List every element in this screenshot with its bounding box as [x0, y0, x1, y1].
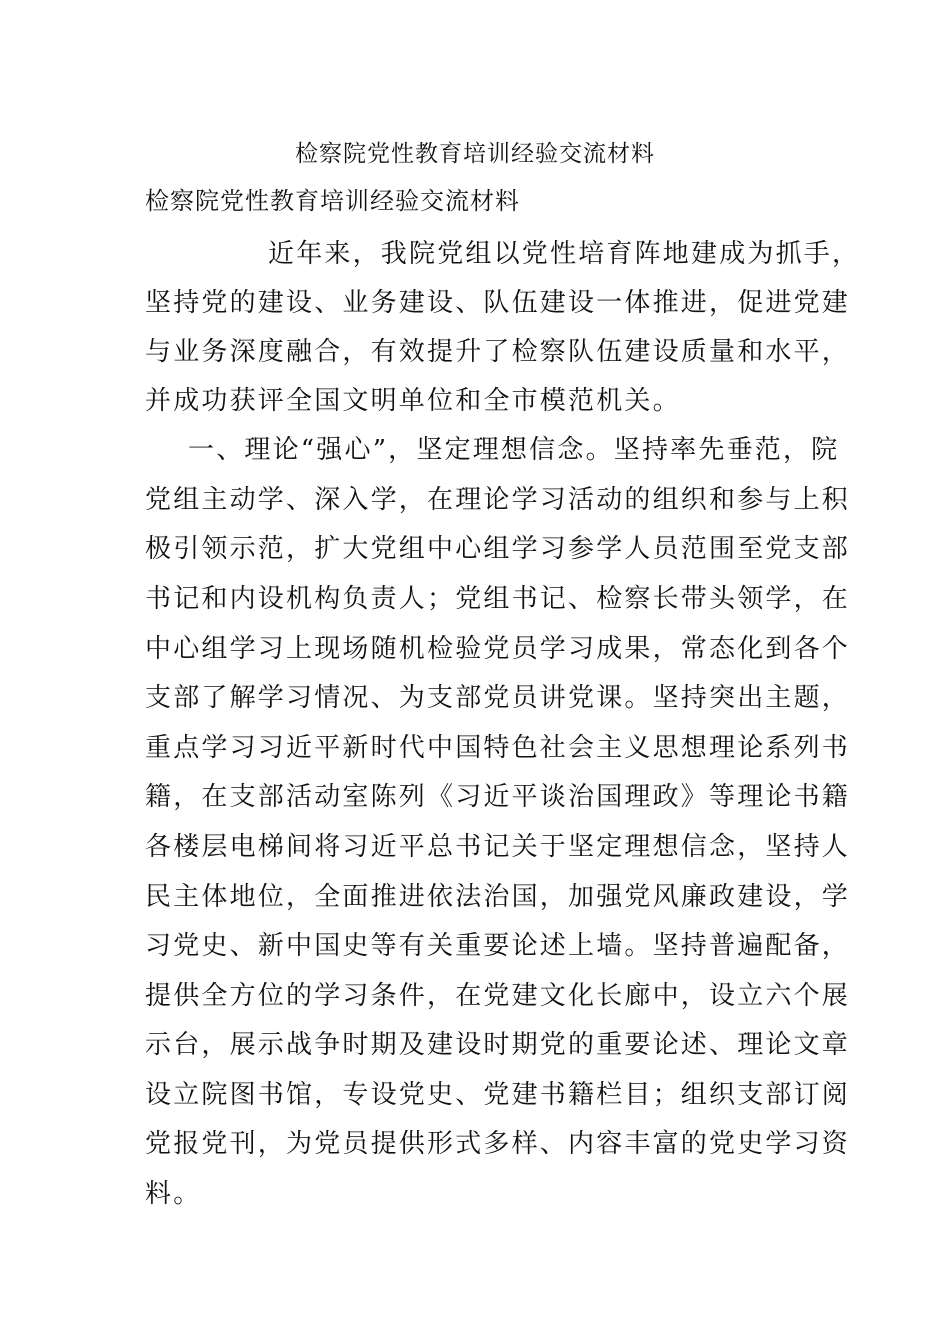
document-subtitle: 检察院党性教育培训经验交流材料: [145, 187, 520, 215]
paragraph-line: 近年来，我院党组以党性培育阵地建成为抓手，: [268, 239, 861, 269]
paragraph-line: 书记和内设机构负责人；党组书记、检察长带头领学，在: [145, 584, 851, 614]
paragraph-line: 设立院图书馆，专设党史、党建书籍栏目；组织支部订阅: [145, 1080, 851, 1110]
paragraph-line: 民主体地位，全面推进依法治国，加强党风廉政建设，学: [145, 882, 851, 912]
paragraph-line: 并成功获评全国文明单位和全市模范机关。: [145, 386, 681, 416]
paragraph-line: 坚持党的建设、业务建设、队伍建设一体推进，促进党建: [145, 288, 851, 318]
paragraph-line: 中心组学习上现场随机检验党员学习成果，常态化到各个: [145, 634, 851, 664]
paragraph-line: 党报党刊，为党员提供形式多样、内容丰富的党史学习资: [145, 1129, 851, 1159]
paragraph-line: 习党史、新中国史等有关重要论述上墙。坚持普遍配备，: [145, 931, 851, 961]
paragraph-line: 籍，在支部活动室陈列《习近平谈治国理政》等理论书籍: [145, 782, 851, 812]
paragraph-line: 各楼层电梯间将习近平总书记关于坚定理想信念，坚持人: [145, 832, 851, 862]
paragraph-line: 一、理论“强心”，坚定理想信念。坚持率先垂范，院: [188, 435, 840, 465]
paragraph-line: 极引领示范，扩大党组中心组学习参学人员范围至党支部: [145, 534, 851, 564]
paragraph-line: 提供全方位的学习条件，在党建文化长廊中，设立六个展: [145, 981, 851, 1011]
document-title: 检察院党性教育培训经验交流材料: [295, 141, 655, 167]
paragraph-line: 重点学习习近平新时代中国特色社会主义思想理论系列书: [145, 733, 851, 763]
paragraph-line: 示台，展示战争时期及建设时期党的重要论述、理论文章: [145, 1030, 851, 1060]
paragraph-line: 党组主动学、深入学，在理论学习活动的组织和参与上积: [145, 485, 851, 515]
paragraph-line: 料。: [145, 1179, 202, 1209]
paragraph-line: 支部了解学习情况、为支部党员讲党课。坚持突出主题，: [145, 683, 851, 713]
paragraph-line: 与业务深度融合，有效提升了检察队伍建设质量和水平，: [145, 337, 851, 367]
